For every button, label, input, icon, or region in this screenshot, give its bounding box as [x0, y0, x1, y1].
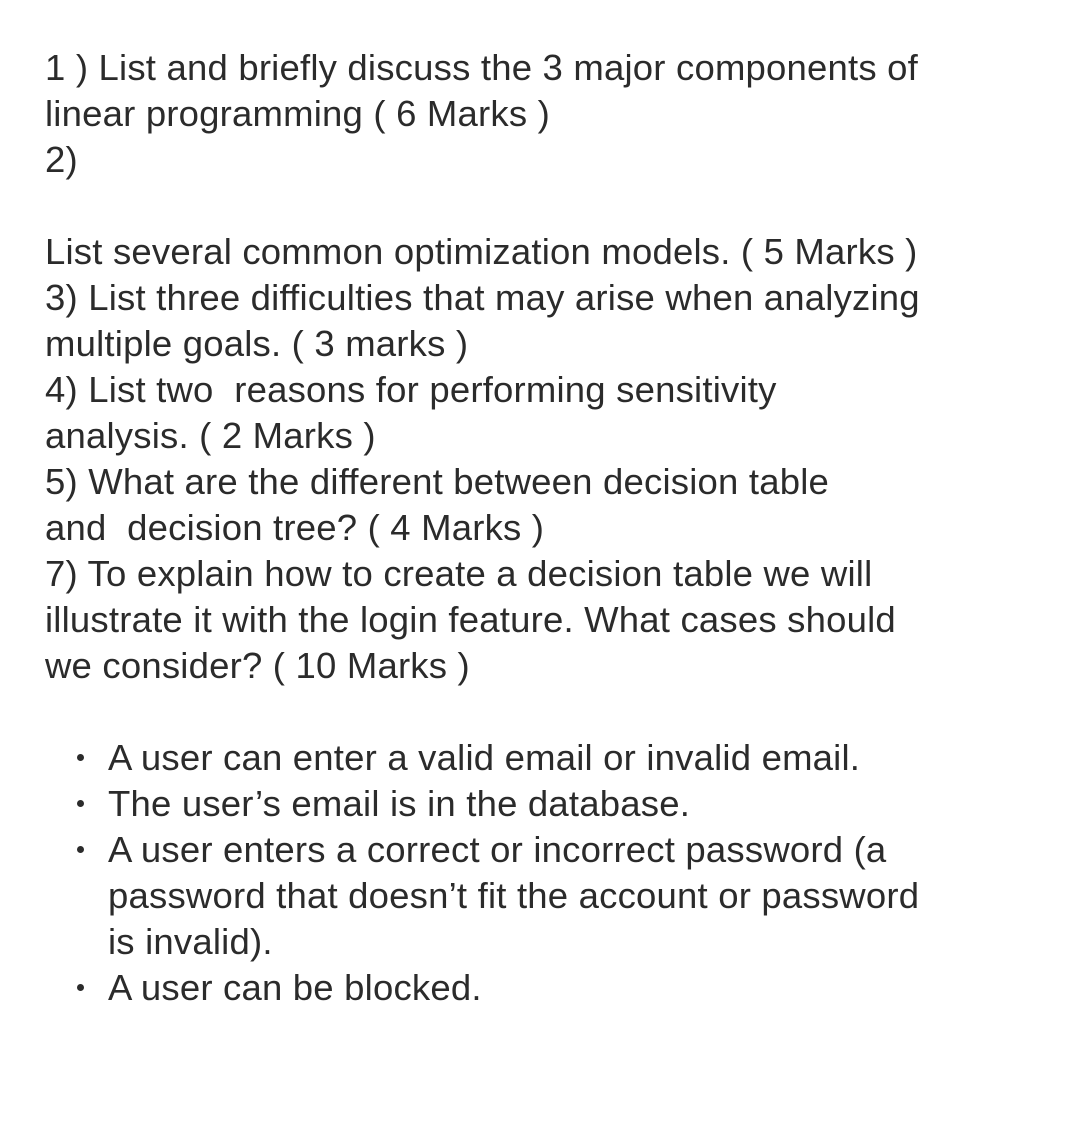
question-2-number [45, 137, 1045, 183]
question-3 [45, 275, 1045, 367]
question-2-line-1: List several common optimization models. ( 5 Marks ) [45, 231, 918, 272]
list-item-line: The user’s email is in the database. [108, 783, 691, 824]
list-item-line: is invalid). [108, 921, 273, 962]
list-item-line: password that doesn’t fit the account or password [108, 875, 920, 916]
question-3-line-1: 3) List three difficulties that may arise when analyzing [45, 277, 920, 318]
question-3-line-2: multiple goals. ( 3 marks ) [45, 323, 469, 364]
question-5-line-2: and decision tree? ( 4 Marks ) [45, 507, 545, 548]
question-1-line-2: linear programming ( 6 Marks ) [45, 93, 550, 134]
question-2 [45, 229, 1045, 275]
question-5-line-1: 5) What are the different between decision table [45, 461, 830, 502]
bullet-icon [77, 754, 84, 761]
question-7-line-3: we consider? ( 10 Marks ) [45, 645, 470, 686]
list-item-line: A user can enter a valid email or invalid email. [108, 737, 861, 778]
list-item [45, 781, 1045, 827]
question-7-line-2: illustrate it with the login feature. What cases should [45, 599, 896, 640]
document-body [45, 45, 1045, 1011]
blank-line [45, 183, 1045, 229]
bullet-icon [77, 846, 84, 853]
list-item-line: A user enters a correct or incorrect password (a [108, 829, 887, 870]
list-item [45, 735, 1045, 781]
question-7-line-1: 7) To explain how to create a decision table we will [45, 553, 873, 594]
list-item [45, 965, 1045, 1011]
question-4-line-2: analysis. ( 2 Marks ) [45, 415, 376, 456]
bullet-icon [77, 984, 84, 991]
question-1-line-1: 1 ) List and briefly discuss the 3 major components of [45, 47, 919, 88]
question-4-line-1: 4) List two reasons for performing sensitivity [45, 369, 777, 410]
question-2-label: 2) [45, 139, 78, 180]
list-item-line: A user can be blocked. [108, 967, 482, 1008]
question-1 [45, 45, 1045, 137]
login-cases-list [45, 735, 1045, 1011]
question-4 [45, 367, 1045, 459]
question-7 [45, 551, 1045, 689]
question-5 [45, 459, 1045, 551]
bullet-icon [77, 800, 84, 807]
list-item [45, 827, 1045, 965]
